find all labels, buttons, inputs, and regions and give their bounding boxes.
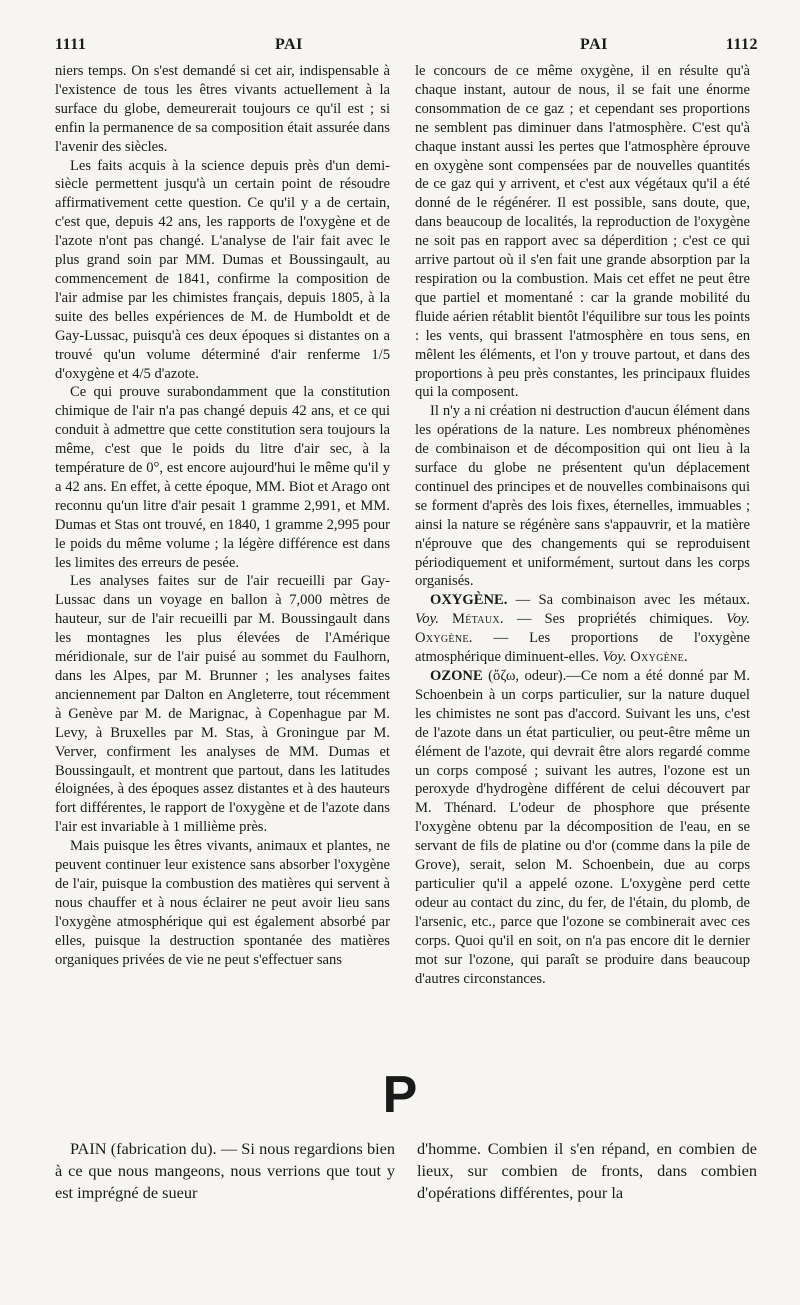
see-also-label: Voy. (415, 611, 439, 628)
paragraph: Il n'y a ni création ni destruction d'aucun élément dans les opérations de la nature. Les nombreux phénomènes de combinaison et de décomposition qui ont lieu à la surface du globe ne présentent qu'un déplacement continuel des principes et de nouvelles combinaisons qui se forment d'après des lois fixes, éternelles, immuables ; ainsi la nature se régénère sans s'appauvrir, et la matière n'éprouve que des changements qui se reproduisent périodiquement et uniformément, surtout dans les corps organisés. (415, 403, 750, 590)
cross-reference: Oxygène. (630, 649, 688, 666)
bottom-left-column (55, 1138, 395, 1204)
paragraph: Ce qui prouve surabondamment que la constitution chimique de l'air n'a pas changé depuis 42 ans, et ce qui conduit à admettre que cette constitution sera toujours la même, c'est que le poids du litre d'air sec, à la température de 0°, est encore aujourd'hui le même qu'il y a 42 ans. En effet, à cette époque, MM. Biot et Arago ont reconnu qu'un litre d'air pesait 1 gramme 2,991, et MM. Dumas et Stas ont trouvé, en 1840, 1 gramme 2,995 pour le poids du même volume ; la légère différence est dans les limites des erreurs de pesée. (55, 384, 390, 571)
bottom-right-column (417, 1138, 757, 1204)
right-column (415, 62, 750, 988)
entry-text: (ὄζω, odeur).—Ce nom a été donné par M. Schoenbein à un corps particulier, sur la nature duquel les chimistes ne sont pas d'accord. Suivant les uns, c'est de l'azote dans un état particulier, ou peut-être même un élément de l'azote, qui devrait être alors regardé comme un corps composé ; suivant les autres, l'ozone est un peroxyde d'hydrogène différent de celui découvert par M. Thénard. L'odeur de phosphore que présente l'oxygène obtenu par la décomposition de l'eau, en se servant de fils de platine ou d'or (comme dans la pile de Grove), serait, selon M. Schoenbein, due au corps particulier qu'il a appelé ozone. L'oxygène perd cette odeur au contact du zinc, du fer, de l'étain, du plomb, de l'arsenic, etc., parce que l'ozone se combinerait avec ces corps. Quoi qu'il en soit, on n'a pas encore dit le dernier mot sur l'ozone, qui paraît se produire dans beaucoup d'autres circonstances. (415, 668, 750, 987)
paragraph: Mais puisque les êtres vivants, animaux et plantes, ne peuvent continuer leur existence sans absorber l'oxygène de l'air, puisque la combustion des matières qui servent à nous chauffer et à nous éclairer ne peut avoir lieu sans l'oxygène atmosphérique qui est également absorbé par elles, puisque la destruction spontanée des matières organiques privées de vie ne peut s'effectuer sans (55, 838, 390, 968)
entry-headword: PAIN (70, 1139, 107, 1158)
section-letter: P (382, 1066, 418, 1124)
entry-text: (fabrication du). — Si nous regardions bien à ce que nous mangeons, nous verrions que tout y est imprégné de sueur (55, 1139, 395, 1202)
cross-reference: Oxygène. (415, 630, 473, 647)
page-number-left: 1111 (55, 36, 87, 53)
see-also-label: Voy. (602, 649, 627, 666)
page-number-right: 1112 (725, 36, 758, 53)
paragraph: Les analyses faites sur de l'air recueilli par Gay-Lussac dans un voyage en ballon à 7,000 mètres de hauteur, sur de l'air recueilli par M. Boussingault dans les montagnes les plus élevées de l'Amérique méridionale, sur de l'air puisé au sommet du Faulhorn, dans les Alpes, par M. Brunner ; les analyses faites anciennement par Dalton en Angleterre, tout récemment à Genève par M. de Marignac, à Copenhague par M. Levy, à Bruxelles par M. Stas, à Groningue par M. Verver, confirment les analyses de MM. Dumas et Boussingault, et montrent que partout, dans les latitudes éloignées, à des époques assez distantes et à des hauteurs fort différentes, le rapport de l'oxygène et de l'azote dans l'air est invariable à 1 millième près. (55, 573, 390, 836)
entry-continuation: d'homme. Combien il s'en répand, en combien de lieux, sur combien de fronts, dans combien d'opérations différentes, pour la (417, 1139, 757, 1202)
header-word-right: PAI (580, 36, 608, 53)
entry-pain (55, 1138, 395, 1204)
see-also-label: Voy. (726, 611, 750, 628)
running-header (55, 36, 758, 58)
entry-text: — Ses propriétés chimiques. (516, 611, 713, 628)
entry-headword: OXYGÈNE. (430, 592, 508, 609)
entry-ozone (415, 667, 750, 988)
paragraph: niers temps. On s'est demandé si cet air, indispensable à l'existence de tous les êtres vivants actuellement à la surface du globe, demeurerait toujours ce qu'il est ; si enfin la permanence de sa composition était assurée dans l'avenir des siècles. (55, 63, 390, 155)
paragraph: le concours de ce même oxygène, il en résulte qu'à chaque instant, autour de nous, il se fait une énorme consommation de ce gaz ; et cependant ses proportions ne semblent pas diminuer dans l'atmosphère. C'est qu'à chaque instant aussi les pertes que l'atmosphère éprouve en oxygène sont compensées par de nouvelles quantités de ce gaz qui y arrivent, et c'est aux végétaux qu'il a été donné de le régénérer. Il est possible, sans doute, que, dans beaucoup de localités, la reproduction de l'oxygène ne soit pas en rapport avec sa déperdition ; c'est ce qui arrive partout où il s'en fait une grande absorption par la respiration ou la combustion. Mais cet effet ne peut être que partiel et momentané : car la grande mobilité du fluide aérien rétablit bientôt l'équilibre sur tous les points : les vents, qui brassent l'atmosphère en tous sens, en mêlent les éléments, et l'on y trouve partout, et dans des proportions à peu près constantes, les principaux fluides qui la composent. (415, 63, 750, 401)
entry-headword: OZONE (430, 668, 483, 684)
paragraph: Les faits acquis à la science depuis près d'un demi-siècle permettent jusqu'à un certain point de résoudre affirmativement cette question. Ce qu'il y a de certain, c'est que, depuis 42 ans, les rapports de l'oxygène et de l'azote n'ont pas changé. L'analyse de l'air fait avec le plus grand soin par MM. Dumas et Boussingault, au commencement de 1841, confirme la composition de l'air admise par les chimistes français, depuis 1805, à la suite des belles expériences de M. de Humboldt et de Gay-Lussac, puisqu'à ces deux époques si distantes on a trouvé qu'un volume déterminé d'air renferme 1/5 d'oxygène et 4/5 d'azote. (55, 157, 390, 382)
entry-text: — Les proportions de l'oxygène atmosphérique diminuent-elles. (415, 630, 750, 666)
entry-oxygene (415, 591, 750, 667)
cross-reference: Métaux. (452, 611, 504, 628)
left-column (55, 62, 390, 970)
header-word-left: PAI (275, 36, 303, 53)
entry-text: — Sa combinaison avec les métaux. (515, 592, 750, 609)
